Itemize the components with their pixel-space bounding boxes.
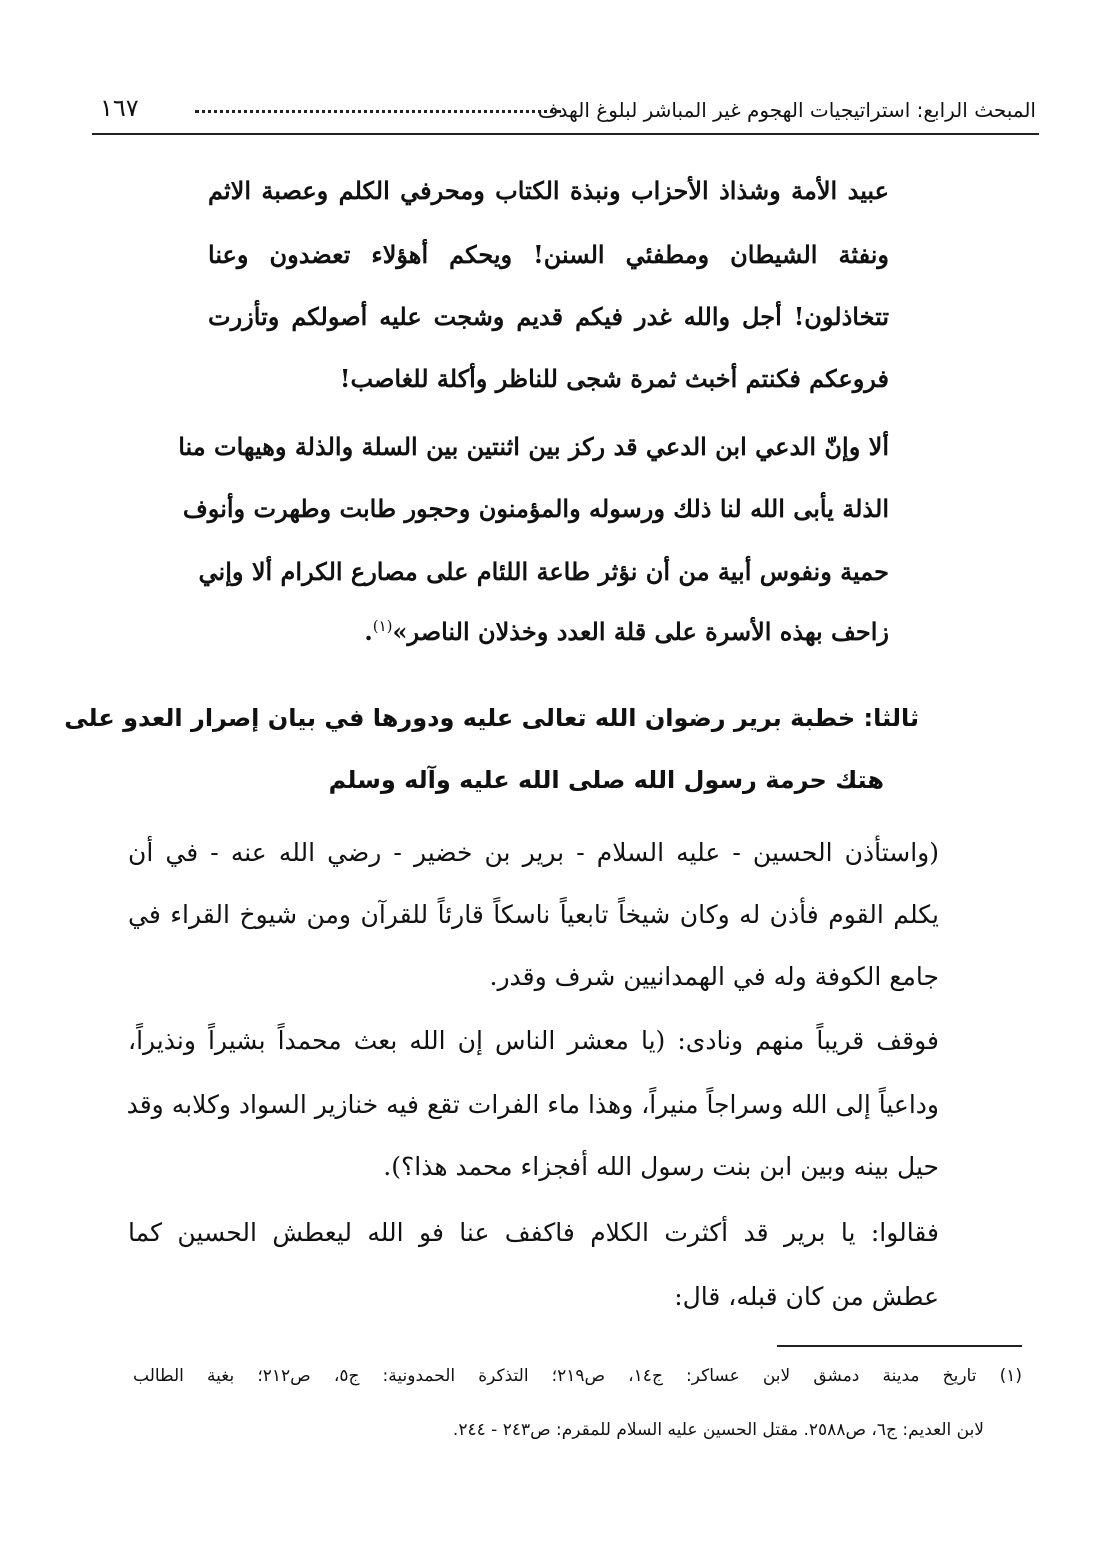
leader-dots: [195, 110, 561, 113]
verse-line: فروعكم فكنتم أخبث ثمرة شجى للناظر وأكلة للغاصب!: [339, 364, 889, 393]
body-line: فوقف قريباً منهم ونادى: (يا معشر الناس إن الله بعث محمداً بشيراً ونذيراً،: [128, 1026, 939, 1055]
body-line: عطش من كان قبله، قال:: [674, 1282, 939, 1311]
body-line: حيل بينه وبين ابن بنت رسول الله أفجزاء محمد هذا؟).: [383, 1152, 939, 1181]
verse-line: الذلة يأبى الله لنا ذلك ورسوله والمؤمنون وحجور طابت وطهرت وأنوف: [182, 494, 889, 523]
running-header: [100, 92, 1036, 132]
footnote-line: (١) تاريخ مدينة دمشق لابن عساكر: ج١٤، ص٢١٩؛ التذكرة الحمدونية: ج٥، ص٢١٢؛ بغية الطالب: [133, 1366, 1022, 1386]
footnote-rule: [777, 1345, 1022, 1347]
verse-line: حمية ونفوس أبية من أن نؤثر طاعة اللئام على مصارع الكرام ألا وإني: [198, 557, 889, 586]
verse-line: ونفثة الشيطان ومطفئي السنن! ويحكم أهؤلاء تعضدون وعنا: [208, 240, 889, 269]
page-number: ١٦٧: [100, 94, 139, 122]
body-line: وداعياً إلى الله وسراجاً منيراً، وهذا ماء الفرات تقع فيه خنازير السواد وكلابه وقد: [126, 1090, 939, 1119]
footnote-line: لابن العديم: ج٦، ص٢٥٨٨. مقتل الحسين عليه السلام للمقرم: ص٢٤٣ - ٢٤٤.: [452, 1420, 984, 1440]
verse-line: تتخاذلون! أجل والله غدر فيكم قديم وشجت عليه أصولكم وتأزرت: [208, 302, 889, 331]
section-heading-continued: هتك حرمة رسول الله صلى الله عليه وآله وسلم: [328, 766, 884, 794]
verse-line-text: زاحف بهذه الأسرة على قلة العدد وخذلان الناصر»: [392, 617, 889, 646]
verse-line: ألا وإنّ الدعي ابن الدعي قد ركز بين اثنتين بين السلة والذلة وهيهات منا: [178, 432, 889, 461]
verse-line: عبيد الأمة وشذاذ الأحزاب ونبذة الكتاب ومحرفي الكلم وعصبة الاثم: [208, 176, 889, 205]
body-line: جامع الكوفة وله في الهمدانيين شرف وقدر.: [489, 962, 939, 991]
body-line: (واستأذن الحسين - عليه السلام - برير بن خضير - رضي الله عنه - في أن: [128, 838, 939, 867]
body-line: فقالوا: يا برير قد أكثرت الكلام فاكفف عنا فو الله ليعطش الحسين كما: [128, 1218, 939, 1247]
header-rule: [92, 133, 1039, 135]
section-heading: ثالثا: خطبة برير رضوان الله تعالى عليه ودورها في بيان إصرار العدو على: [64, 704, 919, 732]
body-line: يكلم القوم فأذن له وكان شيخاً تابعياً ناسكاً قارئاً للقرآن ومن شيوخ القراء في: [128, 900, 939, 929]
chapter-title: المبحث الرابع: استراتيجيات الهجوم غير المباشر لبلوغ الهدف: [537, 98, 1036, 122]
footnote-reference: (١): [372, 617, 393, 635]
verse-line-final: [208, 617, 889, 646]
end-mark: .: [364, 617, 373, 646]
